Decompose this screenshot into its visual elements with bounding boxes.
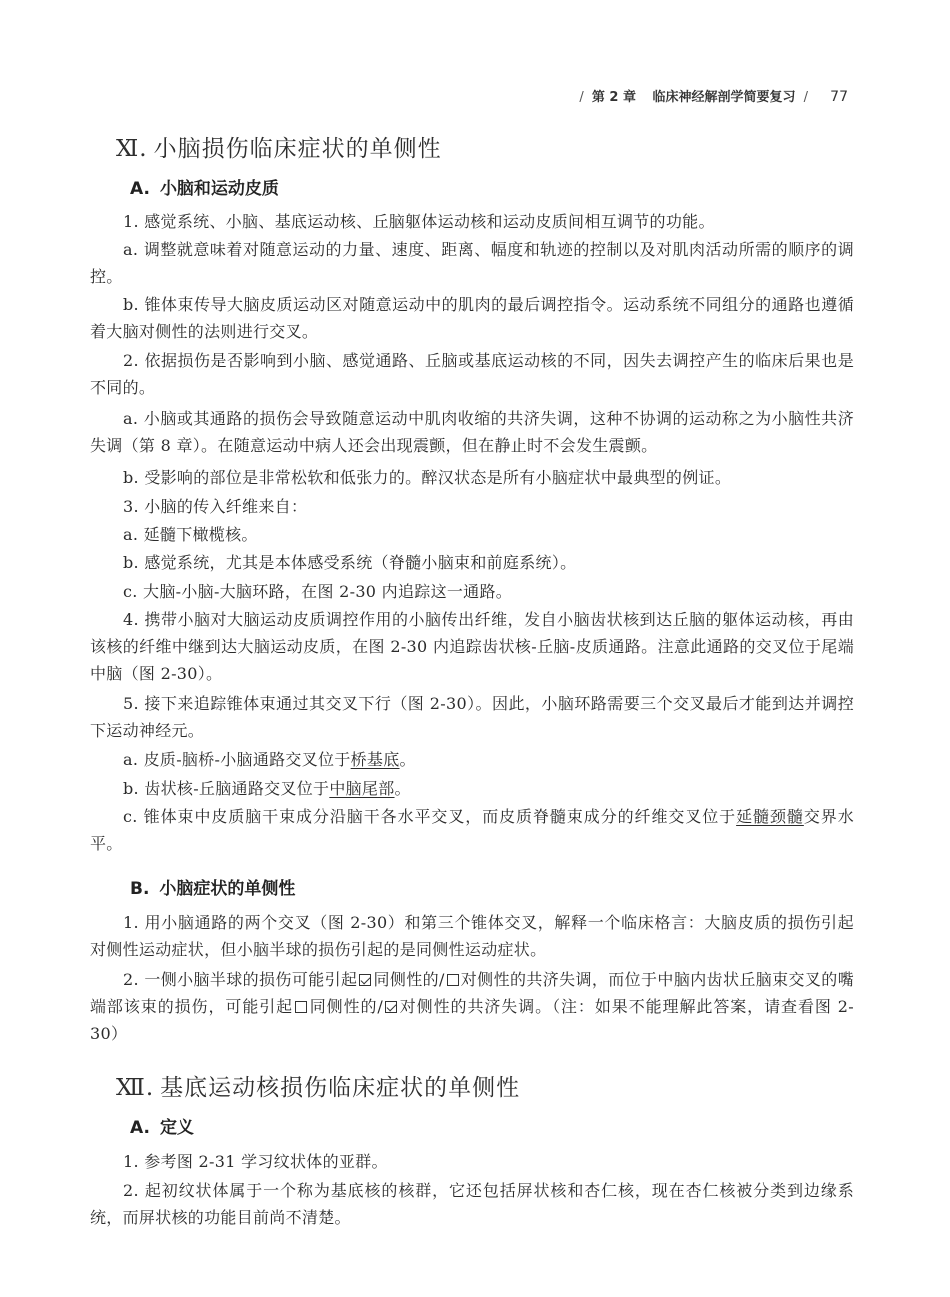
header-title: 临床神经解剖学简要复习 bbox=[652, 90, 796, 105]
subsection-title: 小脑和运动皮质 bbox=[159, 179, 279, 199]
subsection-heading-a bbox=[130, 1113, 194, 1138]
header-slash: / bbox=[579, 90, 584, 105]
paragraph: b. 锥体束传导大脑皮质运动区对随意运动中的肌肉的最后调控指令。运动系统不同组分的通路也遵循着大脑对侧性的法则进行交叉。 bbox=[90, 295, 854, 341]
header-chapter: 第 2 章 bbox=[591, 90, 636, 105]
checked-box-icon bbox=[359, 974, 371, 986]
subsection-title: 定义 bbox=[159, 1118, 194, 1138]
paragraph: a. 小脑或其通路的损伤会导致随意运动中肌肉收缩的共济失调，这种不协调的运动称之为小脑性共济失调（第 8 章）。在随意运动中病人还会出现震颤，但在静止时不会发生震颤。 bbox=[90, 409, 854, 455]
empty-box-icon bbox=[295, 1001, 307, 1013]
paragraph bbox=[90, 746, 854, 773]
section-number: Ⅺ. bbox=[116, 136, 148, 162]
subsection-heading-a bbox=[130, 174, 279, 199]
text-run: 。 bbox=[399, 750, 416, 769]
paragraph: 3. 小脑的传入纤维来自： bbox=[123, 497, 308, 516]
header-slash: / bbox=[803, 90, 809, 105]
paragraph: b. 感觉系统，尤其是本体感受系统（脊髓小脑束和前庭系统）。 bbox=[123, 553, 577, 572]
subsection-heading-b bbox=[130, 874, 295, 899]
paragraph: 1. 感觉系统、小脑、基底运动核、丘脑躯体运动核和运动皮质间相互调节的功能。 bbox=[123, 212, 715, 231]
paragraph: a. 调整就意味着对随意运动的力量、速度、距离、幅度和轨迹的控制以及对肌肉活动所需的顺序的调控。 bbox=[90, 240, 854, 286]
text-run: b. 齿状核-丘脑通路交叉位于 bbox=[123, 779, 330, 798]
section-heading-11 bbox=[116, 130, 442, 163]
text-run: 交界水平。 bbox=[90, 807, 854, 853]
paragraph: c. 大脑-小脑-大脑环路，在图 2-30 内追踪这一通路。 bbox=[123, 582, 513, 601]
subsection-letter: B. bbox=[130, 879, 150, 899]
page-number: 77 bbox=[830, 89, 848, 105]
text-run: 2. 一侧小脑半球的损伤可能引起 bbox=[123, 970, 358, 989]
running-header bbox=[0, 86, 848, 105]
text-run: 。 bbox=[394, 779, 411, 798]
empty-box-icon bbox=[447, 974, 459, 986]
text-run: 同侧性的/ bbox=[309, 997, 384, 1016]
underlined-answer: 中脑尾部 bbox=[329, 779, 395, 798]
subsection-title: 小脑症状的单侧性 bbox=[159, 879, 296, 899]
text-run: a. 皮质-脑桥-小脑通路交叉位于 bbox=[123, 750, 351, 769]
text-run: 同侧性的/ bbox=[373, 970, 445, 989]
section-heading-12 bbox=[116, 1069, 520, 1102]
text-run: c. 锥体束中皮质脑干束成分沿脑干各水平交叉，而皮质脊髓束成分的纤维交叉位于 bbox=[123, 807, 737, 826]
underlined-answer: 桥基底 bbox=[350, 750, 400, 769]
paragraph: 1. 参考图 2-31 学习纹状体的亚群。 bbox=[123, 1152, 388, 1171]
paragraph bbox=[90, 966, 854, 1047]
paragraph: 4. 携带小脑对大脑运动皮质调控作用的小脑传出纤维，发自小脑齿状核到达丘脑的躯体运动核，再由该核的纤维中继到达大脑运动皮质，在图 2-30 内追踪齿状核-丘脑-皮质通路。注意此通路的交叉位于尾端中脑（图 2-30）。 bbox=[90, 610, 854, 683]
section-title: 小脑损伤临床症状的单侧性 bbox=[153, 136, 442, 162]
subsection-letter: A. bbox=[130, 179, 150, 199]
paragraph: 2. 依据损伤是否影响到小脑、感觉通路、丘脑或基底运动核的不同，因失去调控产生的临床后果也是不同的。 bbox=[90, 351, 854, 397]
paragraph: a. 延髓下橄榄核。 bbox=[123, 525, 258, 544]
section-number: Ⅻ. bbox=[116, 1075, 155, 1101]
paragraph: b. 受影响的部位是非常松软和低张力的。醉汉状态是所有小脑症状中最典型的例证。 bbox=[123, 468, 732, 487]
paragraph bbox=[90, 803, 854, 857]
text-run: 对侧性的共济失调。（注：如果不能理解此答案，请查看图 2-30） bbox=[90, 997, 854, 1043]
paragraph: 5. 接下来追踪锥体束通过其交叉下行（图 2-30）。因此，小脑环路需要三个交叉最后才能到达并调控下运动神经元。 bbox=[90, 694, 854, 740]
subsection-letter: A. bbox=[130, 1118, 150, 1138]
paragraph: 2. 起初纹状体属于一个称为基底核的核群，它还包括屏状核和杏仁核，现在杏仁核被分类到边缘系统，而屏状核的功能目前尚不清楚。 bbox=[90, 1181, 854, 1227]
paragraph bbox=[90, 775, 854, 802]
text-run: 对侧性的共济失调，而位于中脑内齿状丘脑束交叉的嘴端部该束的损伤，可能引起 bbox=[90, 970, 854, 1016]
checked-box-icon bbox=[385, 1001, 397, 1013]
paragraph: 1. 用小脑通路的两个交叉（图 2-30）和第三个锥体交叉，解释一个临床格言：大脑皮质的损伤引起对侧性运动症状，但小脑半球的损伤引起的是同侧性运动症状。 bbox=[90, 913, 854, 959]
underlined-answer: 延髓颈髓 bbox=[736, 807, 804, 826]
section-title: 基底运动核损伤临床症状的单侧性 bbox=[160, 1075, 521, 1101]
